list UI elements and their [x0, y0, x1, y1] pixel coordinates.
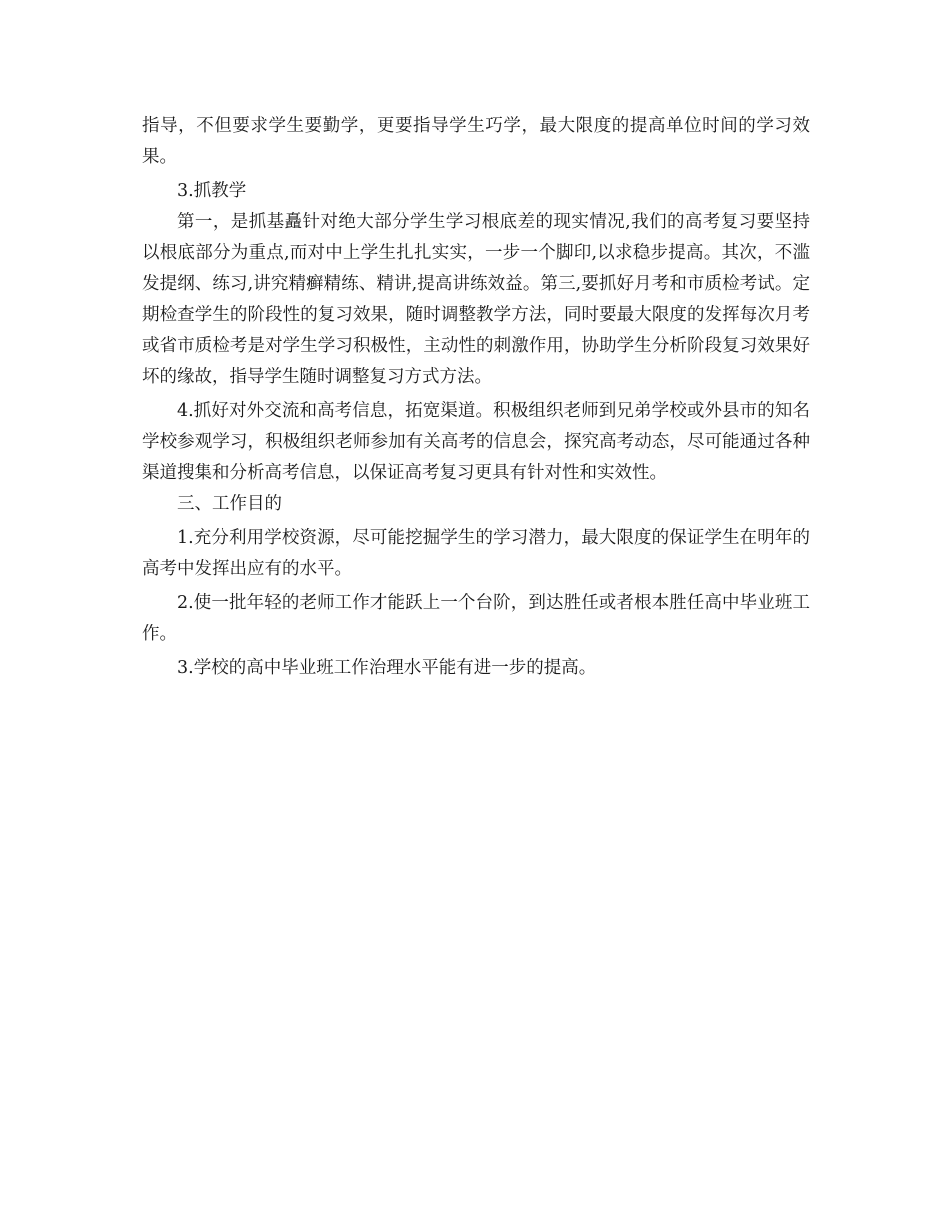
document-page — [142, 111, 810, 684]
paragraph-continuation: 指导，不但要求学生要勤学，更要指导学生巧学，最大限度的提高单位时间的学习效果。 — [142, 116, 810, 167]
paragraph-teaching-details: 第一，是抓基矗针对绝大部分学生学习根底差的现实情况,我们的高考复习要坚持以根底部分为重点,而对中上学生扎扎实实，一步一个脚印,以求稳步提高。其次，不滥发提纲、练习,讲究精癣精练、精讲,提高讲练效益。第三,要抓好月考和市质检考试。定期检查学生的阶段性的复习效果，随时调整教学方法，同时要最大限度的发挥每次月考或省市质检考是对学生学习积极性，主动性的刺激作用，协助学生分析阶段复习效果好坏的缘故，指导学生随时调整复习方式方法。 — [142, 212, 810, 387]
heading-grasp-teaching: 3.抓教学 — [177, 181, 247, 201]
paragraph-external-exchange: 4.抓好对外交流和高考信息，拓宽渠道。积极组织老师到兄弟学校或外县市的知名学校参观学习，积极组织老师参加有关高考的信息会，探究高考动态，尽可能通过各种渠道搜集和分析高考信息，以保证高考复习更具有针对性和实效性。 — [142, 401, 810, 483]
heading-work-goals: 三、工作目的 — [177, 494, 282, 514]
goal-item-3: 3.学校的高中毕业班工作治理水平能有进一步的提高。 — [177, 658, 597, 678]
goal-item-2: 2.使一批年轻的老师工作才能跃上一个台阶，到达胜任或者根本胜任高中毕业班工作。 — [142, 593, 810, 644]
goal-item-1: 1.充分利用学校资源，尽可能挖掘学生的学习潜力，最大限度的保证学生在明年的高考中发挥出应有的水平。 — [142, 528, 810, 579]
